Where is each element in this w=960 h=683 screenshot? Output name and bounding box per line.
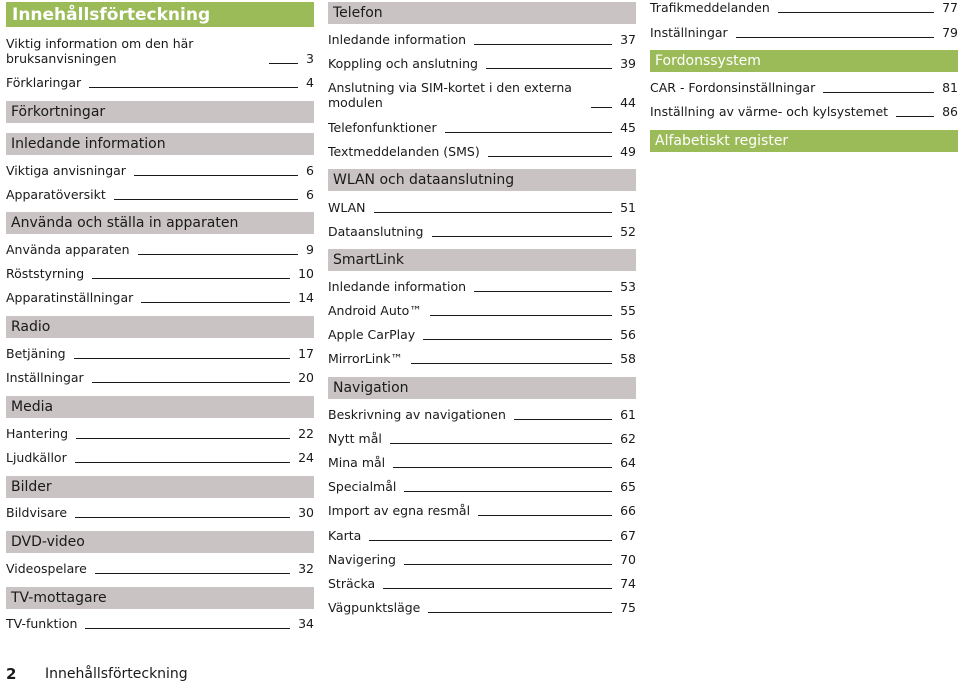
toc-page-number: 53: [620, 279, 636, 294]
toc-entry-label: Import av egna resmål: [328, 503, 471, 518]
toc-page-number: 32: [298, 561, 314, 576]
toc-entry[interactable]: [328, 431, 636, 446]
toc-entry[interactable]: [328, 279, 636, 294]
footer-page-number: 2: [6, 665, 17, 683]
toc-entry[interactable]: [328, 144, 636, 159]
toc-page-number: 9: [306, 242, 314, 257]
toc-entry-label: Apparatöversikt: [6, 187, 106, 202]
section-header: Alfabetiskt register: [650, 130, 958, 152]
toc-entry-label: Textmeddelanden (SMS): [328, 144, 480, 159]
toc-page-number: 34: [298, 616, 314, 631]
toc-leader-line: [432, 236, 613, 237]
toc-entry-label: CAR - Fordonsinställningar: [650, 80, 816, 95]
toc-page-number: 44: [620, 95, 636, 110]
toc-page-number: 79: [942, 25, 958, 40]
toc-leader-line: [430, 315, 612, 316]
toc-leader-line: [591, 107, 612, 108]
toc-entry-label: Sträcka: [328, 576, 376, 591]
toc-page-number: 39: [620, 56, 636, 71]
toc-page-number: 86: [942, 104, 958, 119]
toc-entry[interactable]: [6, 290, 314, 305]
toc-entry-label: Inledande information: [328, 279, 467, 294]
toc-leader-line: [393, 467, 612, 468]
toc-page-number: 66: [620, 503, 636, 518]
toc-entry[interactable]: [6, 450, 314, 465]
section-header: Telefon: [328, 2, 636, 24]
toc-entry-label: Trafikmeddelanden: [650, 0, 770, 15]
toc-page-number: 6: [306, 163, 314, 178]
toc-page-number: 64: [620, 455, 636, 470]
toc-entry[interactable]: [650, 80, 958, 95]
toc-entry-label: Förklaringar: [6, 75, 82, 90]
toc-page-number: 58: [620, 351, 636, 366]
toc-entry-label: Bildvisare: [6, 505, 68, 520]
toc-entry[interactable]: [6, 266, 314, 281]
toc-entry[interactable]: [328, 407, 636, 422]
toc-page-number: 56: [620, 327, 636, 342]
toc-entry-label: Viktiga anvisningar: [6, 163, 126, 178]
toc-entry[interactable]: [650, 104, 958, 119]
toc-leader-line: [369, 540, 612, 541]
toc-entry[interactable]: [328, 303, 636, 318]
toc-entry-label: Ljudkällor: [6, 450, 67, 465]
toc-leader-line: [474, 44, 612, 45]
toc-page-number: 17: [298, 346, 314, 361]
footer-label: Innehållsförteckning: [45, 666, 188, 682]
toc-leader-line: [75, 517, 290, 518]
toc-leader-line: [89, 87, 298, 88]
toc-entry[interactable]: [328, 351, 636, 366]
toc-leader-line: [474, 291, 612, 292]
toc-leader-line: [85, 628, 290, 629]
page-title: Innehållsförteckning: [6, 2, 314, 27]
toc-leader-line: [138, 254, 299, 255]
toc-page-number: 81: [942, 80, 958, 95]
toc-entry-label: Telefonfunktioner: [328, 120, 437, 135]
toc-leader-line: [514, 419, 612, 420]
toc-entry[interactable]: [6, 426, 314, 441]
toc-page-number: 55: [620, 303, 636, 318]
section-header: Navigation: [328, 377, 636, 399]
section-header: Förkortningar: [6, 101, 314, 123]
toc-leader-line: [114, 199, 298, 200]
toc-leader-line: [383, 588, 612, 589]
toc-entry[interactable]: [328, 32, 636, 47]
section-header: Fordonssystem: [650, 50, 958, 72]
toc-page-number: 49: [620, 144, 636, 159]
toc-entry[interactable]: [328, 200, 636, 215]
toc-entry[interactable]: [328, 503, 636, 518]
toc-leader-line: [896, 116, 934, 117]
toc-entry[interactable]: [6, 163, 314, 178]
toc-entry-label: Mina mål: [328, 455, 386, 470]
toc-page-number: 52: [620, 224, 636, 239]
toc-entry-label: Vägpunktsläge: [328, 600, 421, 615]
section-header: Radio: [6, 316, 314, 338]
toc-entry[interactable]: [328, 224, 636, 239]
toc-entry[interactable]: [328, 479, 636, 494]
toc-entry[interactable]: [328, 528, 636, 543]
toc-page-number: 70: [620, 552, 636, 567]
toc-entry-label: Betjäning: [6, 346, 66, 361]
toc-entry-label: WLAN: [328, 200, 366, 215]
toc-leader-line: [423, 339, 612, 340]
toc-page-number: 51: [620, 200, 636, 215]
toc-entry-label: Specialmål: [328, 479, 397, 494]
toc-entry-label: Viktig information om den här bruksanvisningen: [6, 36, 194, 66]
toc-entry-label: Navigering: [328, 552, 396, 567]
toc-leader-line: [488, 156, 612, 157]
toc-entry-label: Hantering: [6, 426, 69, 441]
toc-page-number: 4: [306, 75, 314, 90]
toc-entry[interactable]: [6, 187, 314, 202]
toc-page-number: 30: [298, 505, 314, 520]
toc-entry-label: Anslutning via SIM-kortet i den externa modulen: [328, 80, 572, 110]
toc-leader-line: [428, 612, 612, 613]
toc-entry[interactable]: [6, 75, 314, 90]
toc-page-number: 14: [298, 290, 314, 305]
toc-entry[interactable]: [650, 0, 958, 15]
toc-entry[interactable]: [6, 370, 314, 385]
toc-entry-label: MirrorLink™: [328, 351, 403, 366]
toc-entry[interactable]: [6, 242, 314, 257]
toc-entry-label: Dataanslutning: [328, 224, 424, 239]
toc-entry[interactable]: [328, 80, 636, 110]
toc-entry[interactable]: [328, 600, 636, 615]
toc-entry-label: Använda apparaten: [6, 242, 130, 257]
toc-entry-label: Karta: [328, 528, 362, 543]
section-header: Inledande information: [6, 133, 314, 155]
toc-entry[interactable]: [328, 56, 636, 71]
toc-leader-line: [390, 443, 612, 444]
toc-entry-label: Beskrivning av navigationen: [328, 407, 506, 422]
toc-page-number: 22: [298, 426, 314, 441]
toc-leader-line: [778, 12, 934, 13]
toc-entry[interactable]: [328, 455, 636, 470]
toc-entry-label: Inledande information: [328, 32, 467, 47]
toc-leader-line: [478, 515, 612, 516]
toc-page-number: 45: [620, 120, 636, 135]
toc-leader-line: [404, 491, 612, 492]
toc-page-number: 74: [620, 576, 636, 591]
toc-entry-label: TV-funktion: [6, 616, 78, 631]
section-header: WLAN och dataanslutning: [328, 169, 636, 191]
toc-entry[interactable]: [6, 346, 314, 361]
toc-entry[interactable]: [328, 552, 636, 567]
toc-leader-line: [92, 382, 290, 383]
toc-entry[interactable]: [650, 25, 958, 40]
toc-entry-label: Apple CarPlay: [328, 327, 416, 342]
section-header: TV-mottagare: [6, 587, 314, 609]
toc-leader-line: [445, 132, 613, 133]
toc-page-number: 77: [942, 0, 958, 15]
toc-leader-line: [75, 462, 290, 463]
section-header: DVD-video: [6, 531, 314, 553]
toc-entry[interactable]: [6, 505, 314, 520]
toc-entry-label: Videospelare: [6, 561, 87, 576]
toc-leader-line: [95, 573, 290, 574]
toc-leader-line: [404, 564, 612, 565]
toc-page-number: 61: [620, 407, 636, 422]
toc-leader-line: [411, 363, 612, 364]
toc-leader-line: [736, 37, 934, 38]
toc-leader-line: [76, 438, 290, 439]
toc-leader-line: [141, 302, 290, 303]
toc-page-number: 6: [306, 187, 314, 202]
toc-entry-label: Inställning av värme- och kylsystemet: [650, 104, 889, 119]
toc-page-number: 10: [298, 266, 314, 281]
toc-entry[interactable]: [6, 616, 314, 631]
toc-entry[interactable]: [328, 327, 636, 342]
toc-entry[interactable]: [6, 561, 314, 576]
toc-entry-label: Android Auto™: [328, 303, 422, 318]
toc-entry-label: Inställningar: [650, 25, 728, 40]
section-header: Media: [6, 396, 314, 418]
toc-page-number: 24: [298, 450, 314, 465]
toc-leader-line: [486, 68, 612, 69]
toc-page-number: 67: [620, 528, 636, 543]
toc-entry-label: Röststyrning: [6, 266, 85, 281]
section-header: SmartLink: [328, 249, 636, 271]
toc-page-number: 75: [620, 600, 636, 615]
toc-entry-label: Apparatinställningar: [6, 290, 134, 305]
toc-page-number: 37: [620, 32, 636, 47]
toc-page-number: 20: [298, 370, 314, 385]
toc-entry-label: Koppling och anslutning: [328, 56, 478, 71]
toc-page-number: 3: [306, 51, 314, 66]
toc-leader-line: [134, 175, 298, 176]
section-header: Bilder: [6, 476, 314, 498]
toc-leader-line: [823, 92, 934, 93]
toc-entry[interactable]: [6, 36, 314, 66]
toc-leader-line: [269, 63, 298, 64]
section-header: Använda och ställa in apparaten: [6, 212, 314, 234]
toc-leader-line: [74, 358, 291, 359]
toc-entry[interactable]: [328, 120, 636, 135]
toc-entry[interactable]: [328, 576, 636, 591]
toc-entry-label: Inställningar: [6, 370, 84, 385]
toc-page-number: 65: [620, 479, 636, 494]
toc-leader-line: [92, 278, 290, 279]
toc-page-number: 62: [620, 431, 636, 446]
toc-entry-label: Nytt mål: [328, 431, 382, 446]
toc-leader-line: [374, 212, 613, 213]
